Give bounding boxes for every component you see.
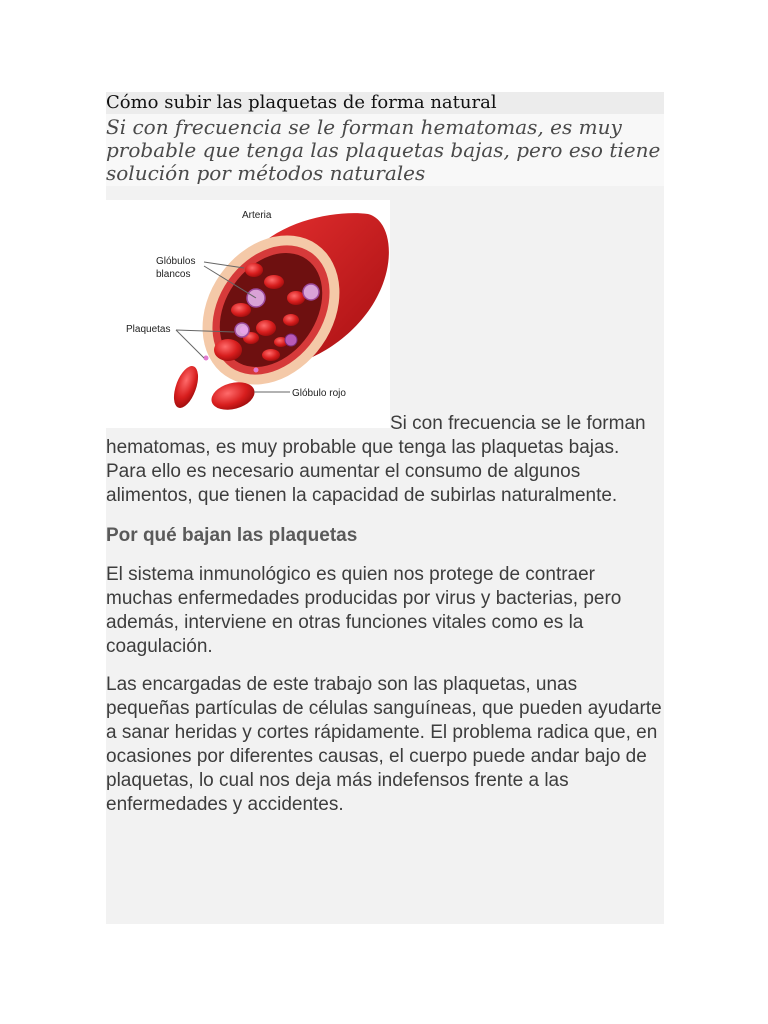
section-heading: Por qué bajan las plaquetas (106, 525, 358, 546)
article-body (106, 92, 664, 924)
label-platelets: Plaquetas (126, 324, 171, 335)
label-white-cells-1: Glóbulos (156, 256, 196, 267)
label-red-cell: Glóbulo rojo (292, 388, 346, 399)
lead-rest: hematomas, es muy probable que tenga las plaquetas bajas. Para ello es necesario aumentar el consumo de algunos alimentos, que tienen la capacidad de subirlas naturalmente. (106, 437, 620, 506)
label-artery: Arteria (242, 210, 272, 221)
artery-illustration (106, 200, 390, 428)
label-white-cells-2: blancos (156, 269, 191, 280)
article-subtitle: Si con frecuencia se le forman hematomas, es muy probable que tenga las plaquetas bajas, pero eso tiene solución por métodos naturales (106, 114, 664, 186)
article-title: Cómo subir las plaquetas de forma natural (106, 92, 664, 114)
artery-diagram (106, 200, 390, 428)
paragraph-platelets-role: Las encargadas de este trabajo son las plaquetas, unas pequeñas partículas de células sanguíneas, que pueden ayudarte a sanar heridas y cortes rápidamente. El problema radica que, en ocasiones por diferentes causas, el cuerpo puede andar bajo de plaquetas, lo cual nos deja más indefensos frente a las enfermedades y accidentes. (106, 674, 662, 815)
lead-paragraph (106, 412, 664, 508)
lead-first-line: Si con frecuencia se le forman (390, 413, 646, 434)
paragraph-immune-system: El sistema inmunológico es quien nos protege de contraer muchas enfermedades producidas por virus y bacterias, pero además, interviene en otras funciones vitales como es la coagulación. (106, 564, 622, 657)
